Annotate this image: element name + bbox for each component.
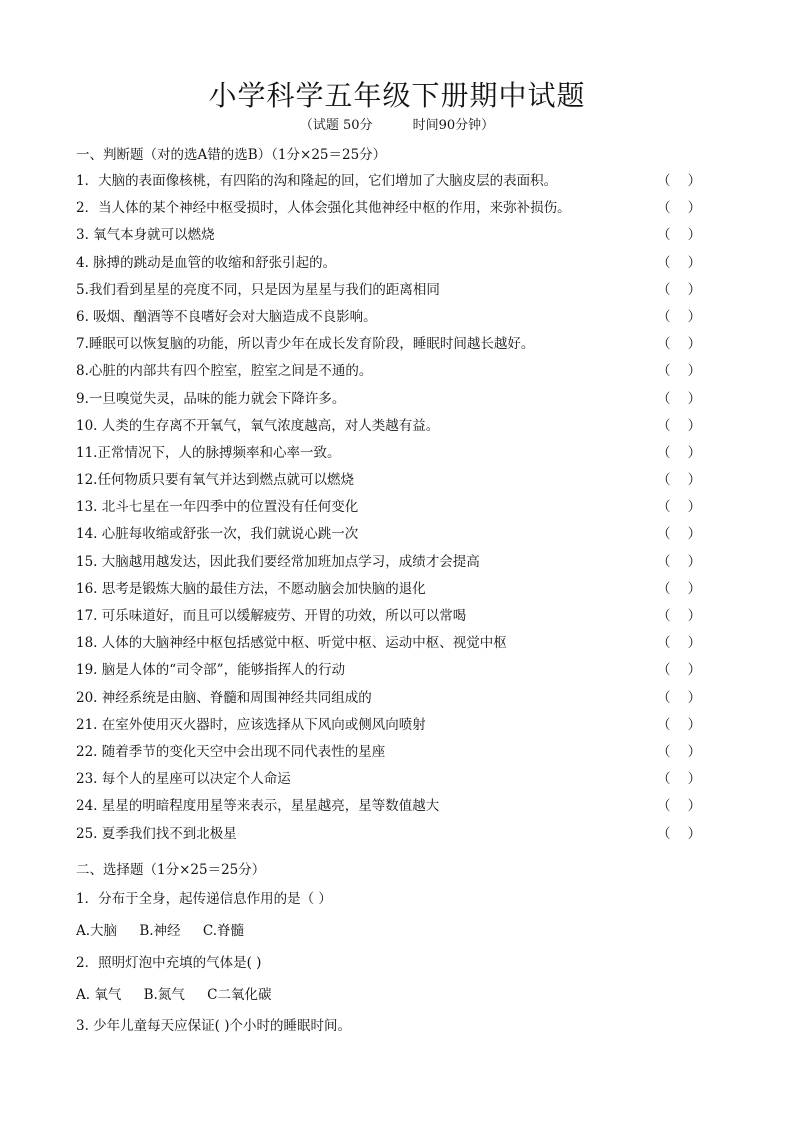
tf-question-row xyxy=(76,796,706,823)
section-multiple-choice-heading: 二、选择题（1分×25＝25分） xyxy=(76,862,266,878)
answer-blank[interactable]: （ ） xyxy=(657,526,702,543)
tf-question-row xyxy=(76,524,706,551)
tf-question-row xyxy=(76,280,706,307)
mc-q1-option-c: C.脊髓 xyxy=(202,923,244,939)
answer-blank[interactable]: （ ） xyxy=(657,472,702,489)
answer-blank[interactable]: （ ） xyxy=(657,825,702,842)
tf-question-row xyxy=(76,416,706,443)
tf-question-text: 25. 夏季我们找不到北极星 xyxy=(76,825,237,842)
tf-question-text: 5.我们看到星星的亮度不同，只是因为星星与我们的距离相同 xyxy=(76,281,440,298)
answer-blank[interactable]: （ ） xyxy=(657,771,702,788)
tf-question-text: 6. 吸烟、酗酒等不良嗜好会对大脑造成不良影响。 xyxy=(76,308,377,325)
answer-blank[interactable]: （ ） xyxy=(657,281,702,298)
mc-question-1: 1．分布于全身，起传递信息作用的是（ ） xyxy=(76,891,332,907)
tf-question-row xyxy=(76,769,706,796)
tf-question-text: 18. 人体的大脑神经中枢包括感觉中枢、听觉中枢、运动中枢、视觉中枢 xyxy=(76,635,507,652)
answer-blank[interactable]: （ ） xyxy=(657,689,702,706)
answer-blank[interactable]: （ ） xyxy=(657,743,702,760)
tf-question-row xyxy=(76,361,706,388)
tf-question-row xyxy=(76,824,706,851)
tf-question-row xyxy=(76,633,706,660)
tf-question-text: 7.睡眠可以恢复脑的功能，所以青少年在成长发育阶段，睡眠时间越长越好。 xyxy=(76,336,535,353)
answer-blank[interactable]: （ ） xyxy=(657,254,702,271)
answer-blank[interactable]: （ ） xyxy=(657,390,702,407)
tf-question-text: 3. 氧气本身就可以燃烧 xyxy=(76,227,215,244)
answer-blank[interactable]: （ ） xyxy=(657,417,702,434)
answer-blank[interactable]: （ ） xyxy=(657,635,702,652)
tf-question-row xyxy=(76,579,706,606)
tf-question-row xyxy=(76,470,706,497)
tf-question-text: 24. 星星的明暗程度用星等来表示，星星越亮，星等数值越大 xyxy=(76,798,440,815)
mc-q2-option-c: C二氧化碳 xyxy=(207,987,272,1003)
tf-question-row xyxy=(76,606,706,633)
mc-question-3: 3. 少年儿童每天应保证( )个小时的睡眠时间。 xyxy=(76,1018,351,1034)
tf-question-row xyxy=(76,497,706,524)
tf-question-text: 19. 脑是人体的“司令部”，能够指挥人的行动 xyxy=(76,662,346,679)
answer-blank[interactable]: （ ） xyxy=(657,499,702,516)
tf-question-text: 22. 随着季节的变化天空中会出现不同代表性的星座 xyxy=(76,743,386,760)
tf-question-text: 20. 神经系统是由脑、脊髓和周围神经共同组成的 xyxy=(76,689,372,706)
mc-question-1-options xyxy=(76,921,262,941)
tf-question-text: 2．当人体的某个神经中枢受损时，人体会强化其他神经中枢的作用，来弥补损伤。 xyxy=(76,200,571,217)
tf-question-text: 1．大脑的表面像核桃，有四陷的沟和隆起的回，它们增加了大脑皮层的表面积。 xyxy=(76,173,558,189)
tf-question-row xyxy=(76,198,706,225)
exam-time: 时间90分钟 xyxy=(412,118,482,133)
mc-q1-option-a: A.大脑 xyxy=(76,923,118,939)
mc-question-2-options xyxy=(76,985,290,1005)
tf-question-row xyxy=(76,225,706,252)
tf-question-row xyxy=(76,688,706,715)
tf-question-row xyxy=(76,715,706,742)
tf-question-row xyxy=(76,660,706,687)
tf-question-row xyxy=(76,742,706,769)
mc-q2-option-b: B.氮气 xyxy=(143,987,185,1003)
tf-question-row xyxy=(76,334,706,361)
tf-question-text: 8.心脏的内部共有四个腔室，腔室之间是不通的。 xyxy=(76,363,373,380)
answer-blank[interactable]: （ ） xyxy=(657,227,702,244)
tf-question-row xyxy=(76,307,706,334)
tf-question-text: 16. 思考是锻炼大脑的最佳方法，不愿动脑会加快脑的退化 xyxy=(76,580,426,597)
mc-q1-option-b: B.神经 xyxy=(139,923,181,939)
tf-question-text: 4. 脉搏的跳动是血管的收缩和舒张引起的。 xyxy=(76,254,337,271)
answer-blank[interactable]: （ ） xyxy=(657,308,702,325)
tf-question-text: 10. 人类的生存离不开氧气，氧气浓度越高，对人类越有益。 xyxy=(76,417,440,434)
answer-blank[interactable]: （ ） xyxy=(657,608,702,624)
tf-question-text: 12.任何物质只要有氧气并达到燃点就可以燃烧 xyxy=(76,472,354,489)
answer-blank[interactable]: （ ） xyxy=(657,798,702,815)
tf-question-text: 21. 在室外使用灭火器时，应该选择从下风向或侧风向喷射 xyxy=(76,716,426,733)
exam-info xyxy=(0,117,794,135)
true-false-question-list xyxy=(76,171,706,851)
tf-question-row xyxy=(76,389,706,416)
answer-blank[interactable]: （ ） xyxy=(657,662,702,679)
tf-question-row xyxy=(76,552,706,579)
tf-question-text: 14. 心脏每收缩或舒张一次，我们就说心跳一次 xyxy=(76,526,359,543)
mc-q2-option-a: A. 氧气 xyxy=(76,987,122,1003)
tf-question-text: 23. 每个人的星座可以决定个人命运 xyxy=(76,771,291,788)
tf-question-row xyxy=(76,171,706,198)
answer-blank[interactable]: （ ） xyxy=(657,336,702,353)
answer-blank[interactable]: （ ） xyxy=(657,363,702,380)
tf-question-text: 9.一旦嗅觉失灵，品味的能力就会下降许多。 xyxy=(76,390,346,407)
tf-question-text: 15. 大脑越用越发达，因此我们要经常加班加点学习，成绩才会提高 xyxy=(76,553,480,570)
answer-blank[interactable]: （ ） xyxy=(657,444,702,461)
answer-blank[interactable]: （ ） xyxy=(657,200,702,217)
tf-question-text: 13. 北斗七星在一年四季中的位置没有任何变化 xyxy=(76,499,359,516)
tf-question-row xyxy=(76,443,706,470)
exam-info-close: ） xyxy=(481,118,495,133)
section-true-false-heading: 一、判断题（对的选A错的选B）（1分×25＝25分） xyxy=(76,147,387,163)
answer-blank[interactable]: （ ） xyxy=(657,716,702,733)
page-title: 小学科学五年级下册期中试题 xyxy=(208,79,586,112)
answer-blank[interactable]: （ ） xyxy=(657,173,702,189)
exam-score: 试题 50分 xyxy=(312,118,373,133)
exam-info-open: （ xyxy=(299,118,313,133)
tf-question-text: 17. 可乐味道好，而且可以缓解疲劳、开胃的功效，所以可以常喝 xyxy=(76,608,467,624)
answer-blank[interactable]: （ ） xyxy=(657,580,702,597)
answer-blank[interactable]: （ ） xyxy=(657,553,702,570)
mc-question-2: 2．照明灯泡中充填的气体是( ) xyxy=(76,955,262,971)
tf-question-text: 11.正常情况下，人的脉搏频率和心率一致。 xyxy=(76,444,341,461)
tf-question-row xyxy=(76,253,706,280)
